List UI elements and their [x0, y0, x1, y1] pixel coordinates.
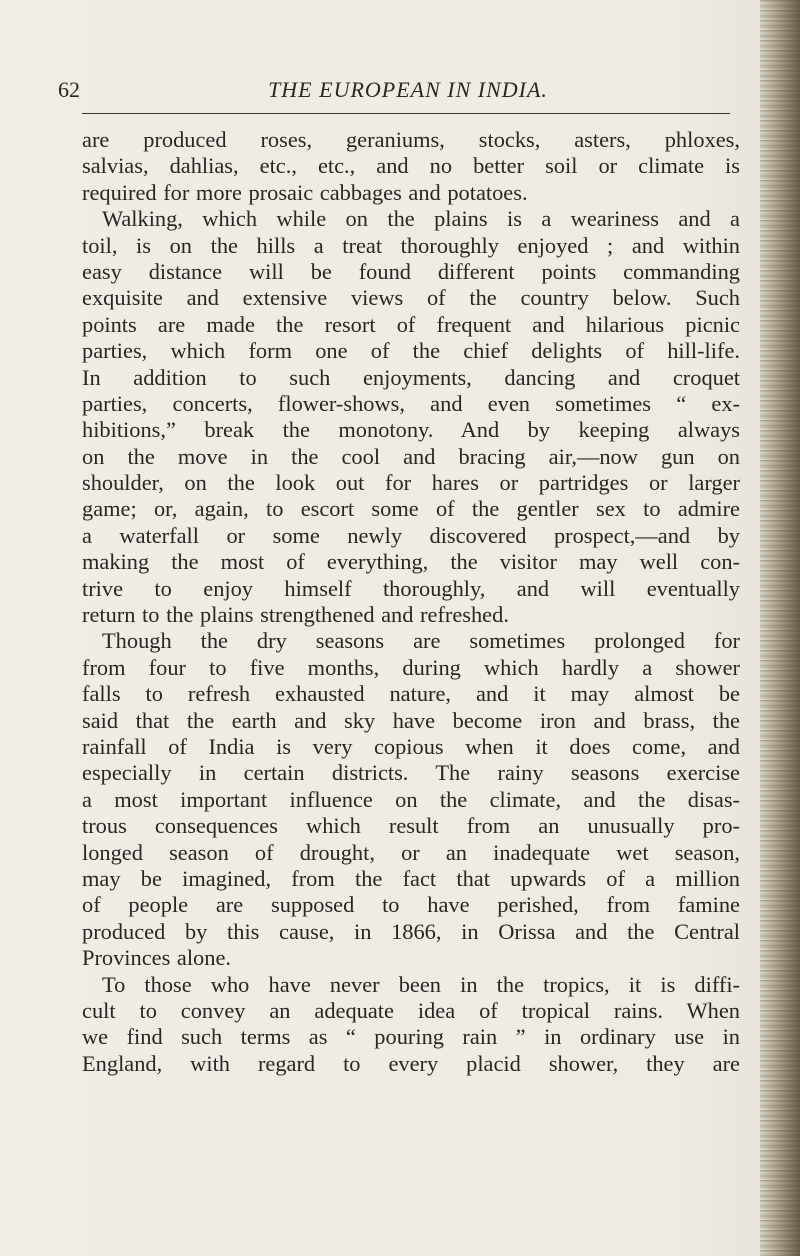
text-line: required for more prosaic cabbages and potatoes. — [82, 179, 528, 205]
text-line: especially in certain districts. The rainy seasons exercise — [82, 760, 740, 786]
text-line: salvias, dahlias, etc., etc., and no better soil or climate is — [82, 153, 740, 179]
header-rule — [82, 113, 730, 114]
text-line: falls to refresh exhausted nature, and it may almost be — [82, 681, 740, 707]
text-line: we find such terms as “ pouring rain ” in ordinary use in — [82, 1024, 740, 1050]
text-line: parties, which form one of the chief delights of hill-life. — [82, 338, 740, 364]
text-line: may be imagined, from the fact that upwards of a million — [82, 865, 740, 891]
text-line: a most important influence on the climate, and the disas- — [82, 786, 740, 812]
body-text — [82, 127, 740, 1077]
text-line: Though the dry seasons are sometimes prolonged for — [102, 628, 740, 654]
text-line: parties, concerts, flower-shows, and even sometimes “ ex- — [82, 390, 740, 416]
page-edge — [760, 0, 800, 1256]
running-title: THE EUROPEAN IN INDIA. — [268, 77, 548, 102]
text-line: rainfall of India is very copious when it does come, and — [82, 733, 740, 759]
text-line: shoulder, on the look out for hares or partridges or larger — [82, 470, 740, 496]
text-line: cult to convey an adequate idea of tropical rains. When — [82, 997, 740, 1023]
text-line: To those who have never been in the tropics, it is diffi- — [102, 971, 740, 997]
text-line: toil, is on the hills a treat thoroughly enjoyed ; and within — [82, 232, 740, 258]
text-line: a waterfall or some newly discovered prospect,—and by — [82, 522, 740, 548]
text-line: of people are supposed to have perished, from famine — [82, 892, 740, 918]
page-header — [58, 76, 738, 106]
text-line: hibitions,” break the monotony. And by keeping always — [82, 417, 740, 443]
text-line: In addition to such enjoyments, dancing and croquet — [82, 364, 740, 390]
text-line: are produced roses, geraniums, stocks, asters, phloxes, — [82, 127, 740, 152]
text-line: Provinces alone. — [82, 945, 231, 971]
text-line: from four to five months, during which hardly a shower — [82, 654, 740, 680]
text-line: on the move in the cool and bracing air,—now gun on — [82, 443, 740, 469]
text-line: making the most of everything, the visitor may well con- — [82, 549, 740, 575]
text-line: points are made the resort of frequent and hilarious picnic — [82, 311, 740, 337]
text-line: game; or, again, to escort some of the gentler sex to admire — [82, 496, 740, 522]
text-line: exquisite and extensive views of the country below. Such — [82, 285, 740, 311]
text-line: England, with regard to every placid shower, they are — [82, 1050, 740, 1076]
text-line: produced by this cause, in 1866, in Orissa and the Central — [82, 918, 740, 944]
page-number: 62 — [58, 77, 80, 102]
text-line: longed season of drought, or an inadequate wet season, — [82, 839, 740, 865]
text-line: Walking, which while on the plains is a weariness and a — [102, 206, 740, 232]
text-line: said that the earth and sky have become iron and brass, the — [82, 707, 740, 733]
text-line: easy distance will be found different points commanding — [82, 258, 740, 284]
text-line: return to the plains strengthened and refreshed. — [82, 602, 509, 628]
text-line: trous consequences which result from an unusually pro- — [82, 813, 740, 839]
text-line: trive to enjoy himself thoroughly, and will eventually — [82, 575, 740, 601]
